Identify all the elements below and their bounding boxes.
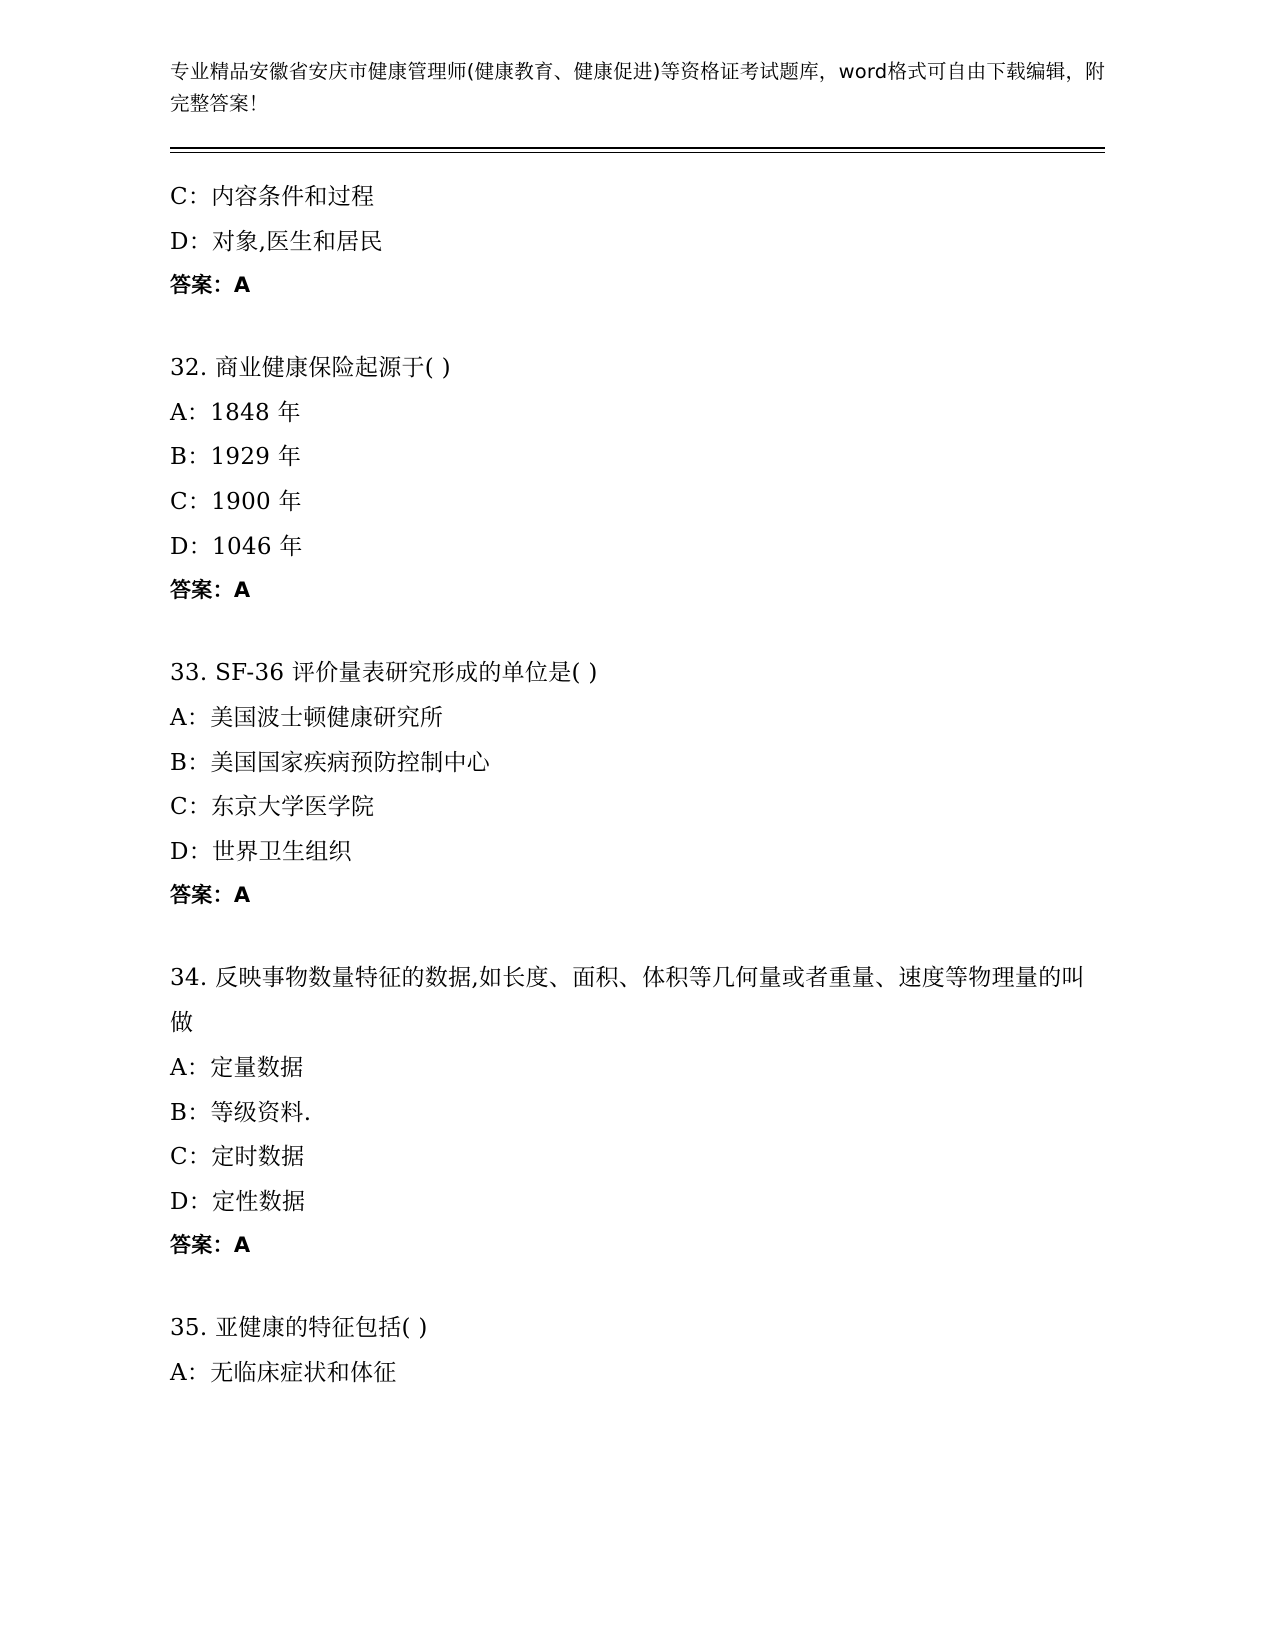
page-header: 专业精品安徽省安庆市健康管理师(健康教育、健康促进)等资格证考试题库，word格式可自由下载编辑，附完整答案！ [170,60,1105,115]
option-item: A：无临床症状和体征 [170,1359,397,1386]
option-item: D：定性数据 [170,1189,306,1216]
document-body [170,175,1105,1396]
option-item: D：世界卫生组织 [170,839,352,866]
question-stem: 33. SF-36 评价量表研究形成的单位是( ) [170,659,598,686]
option-item: A：美国波士顿健康研究所 [170,704,444,731]
option-item: A：定量数据 [170,1054,304,1081]
option-item: C：东京大学医学院 [170,794,375,821]
question-34 [170,956,1105,1266]
answer-line: 答案：A [170,883,251,908]
carryover-options-block [170,175,1105,306]
question-35 [170,1306,1105,1396]
option-item: C：内容条件和过程 [170,184,375,211]
option-item: C：定时数据 [170,1144,305,1171]
option-item: B：1929 年 [170,444,302,471]
header-divider-bottom [170,152,1105,153]
answer-line: 答案：A [170,578,251,602]
question-stem: 35. 亚健康的特征包括( ) [170,1315,428,1342]
option-item: B：等级资料. [170,1099,312,1126]
option-item: A：1848 年 [170,399,301,426]
option-item: B：美国国家疾病预防控制中心 [170,749,491,776]
option-item: D：对象,医生和居民 [170,229,383,255]
option-item: C：1900 年 [170,489,302,516]
option-item: D：1046 年 [170,534,303,561]
question-stem: 32. 商业健康保险起源于( ) [170,354,451,381]
answer-line: 答案：A [170,1233,251,1258]
question-stem: 34. 反映事物数量特征的数据,如长度、面积、体积等几何量或者重量、速度等物理量的叫做 [170,965,1085,1036]
answer-line: 答案：A [170,272,251,297]
question-33 [170,651,1105,916]
question-32 [170,346,1105,611]
